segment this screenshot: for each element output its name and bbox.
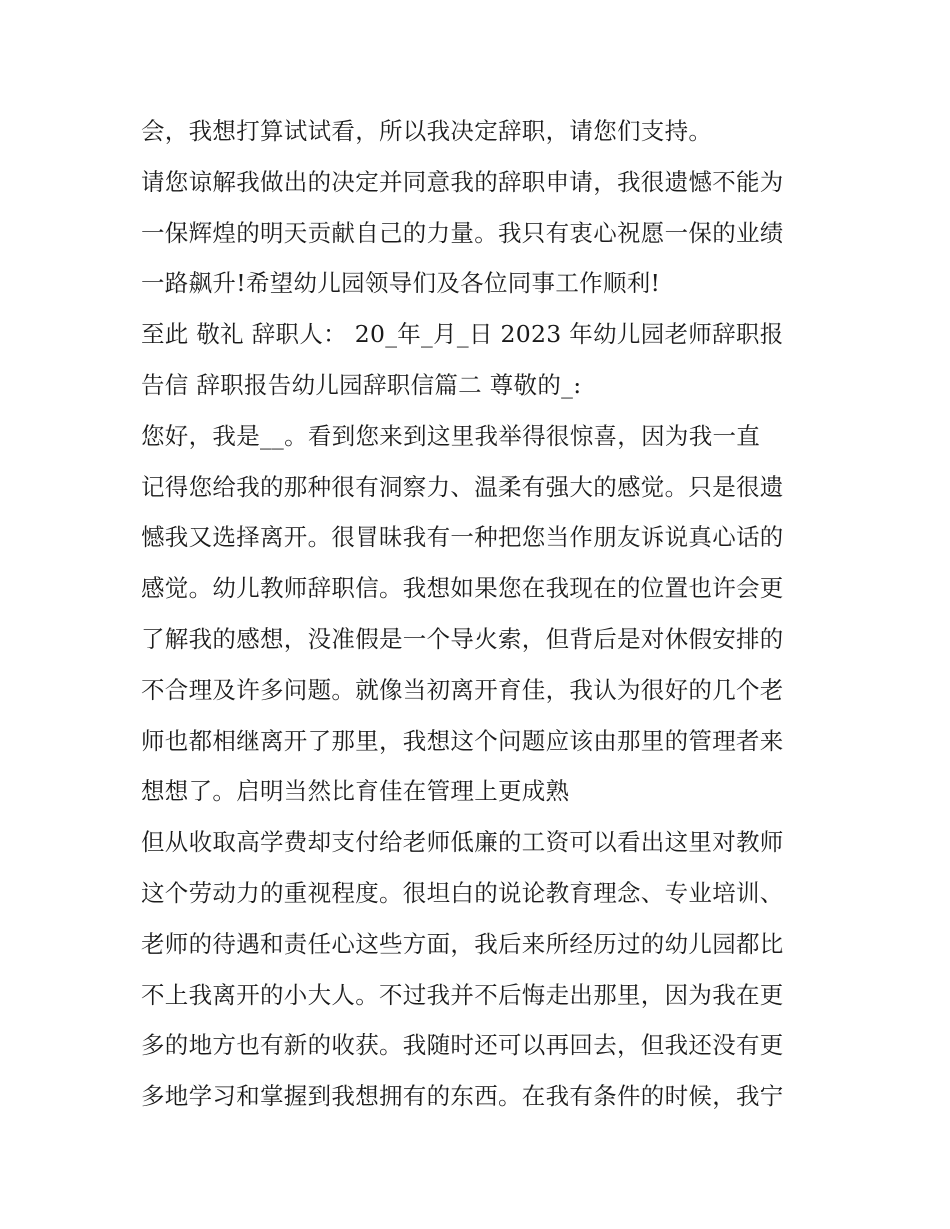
text-line: 一保辉煌的明天贡献自己的力量。我只有衷心祝愿一保的业绩: [141, 218, 784, 247]
text-line: 不合理及许多问题。就像当初离开育佳，我认为很好的几个老: [141, 675, 784, 704]
text-line: 这个劳动力的重视程度。很坦白的说论教育理念、专业培训、: [141, 878, 784, 907]
text-line: 想想了。启明当然比育佳在管理上更成熟: [141, 777, 570, 806]
text-line: 记得您给我的那种很有洞察力、温柔有强大的感觉。只是很遗: [141, 472, 784, 501]
text-line: 但从收取高学费却支付给老师低廉的工资可以看出这里对教师: [141, 828, 784, 857]
text-line: 了解我的感想，没准假是一个导火索，但背后是对休假安排的: [141, 624, 784, 653]
text-line: 会，我想打算试试看，所以我决定辞职，请您们支持。: [141, 117, 713, 145]
text-line: 您好，我是__。看到您来到这里我举得很惊喜，因为我一直: [141, 421, 761, 450]
text-line: 一路飙升!希望幼儿园领导们及各位同事工作顺利!: [141, 269, 661, 298]
text-line: 至此 敬礼 辞职人： 20_年_月_日 2023 年幼儿园老师辞职报: [141, 320, 784, 349]
text-line: 憾我又选择离开。很冒昧我有一种把您当作朋友诉说真心话的: [141, 523, 784, 552]
text-line: 请您谅解我做出的决定并同意我的辞职申请，我很遗憾不能为: [141, 167, 784, 196]
text-line: 感觉。幼儿教师辞职信。我想如果您在我现在的位置也许会更: [141, 574, 784, 603]
text-line: 师也都相继离开了那里，我想这个问题应该由那里的管理者来: [141, 726, 784, 755]
text-line: 多的地方也有新的收获。我随时还可以再回去，但我还没有更: [141, 1031, 784, 1060]
text-line: 告信 辞职报告幼儿园辞职信篇二 尊敬的_:: [141, 370, 582, 399]
text-line: 老师的待遇和责任心这些方面，我后来所经历过的幼儿园都比: [141, 929, 784, 958]
text-line: 不上我离开的小大人。不过我并不后悔走出那里，因为我在更: [141, 980, 784, 1009]
body-text: [141, 106, 821, 1122]
text-line: 多地学习和掌握到我想拥有的东西。在我有条件的时候，我宁: [141, 1082, 784, 1111]
